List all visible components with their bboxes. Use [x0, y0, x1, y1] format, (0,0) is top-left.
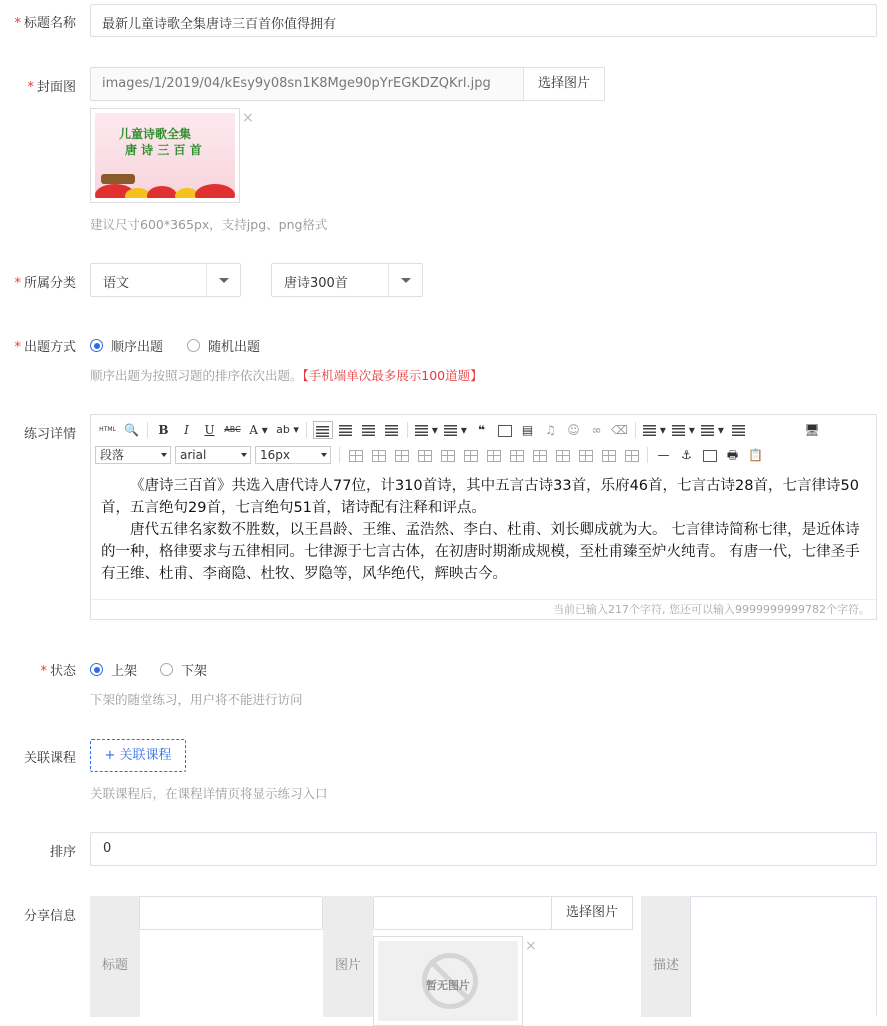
cover-path-input[interactable] — [90, 67, 524, 101]
status-label — [0, 660, 76, 679]
cover-remove-icon[interactable]: × — [242, 110, 254, 126]
background-color-icon[interactable]: ab ▾ — [276, 423, 299, 436]
chevron-down-icon — [241, 453, 247, 457]
required-mark: * — [40, 664, 47, 679]
course-label-text: 关联课程 — [23, 751, 76, 766]
mode-option-label: 随机出题 — [208, 340, 261, 355]
cover-choose-button[interactable]: 选择图片 — [523, 67, 605, 101]
no-image-box — [378, 941, 518, 1021]
required-mark: * — [14, 340, 21, 355]
share-desc-header-text: 描述 — [652, 958, 679, 973]
toolbar-separator — [635, 422, 636, 438]
required-mark: * — [14, 276, 21, 291]
chevron-down-icon — [321, 453, 327, 457]
radio-checked-icon — [90, 339, 103, 352]
chevron-down-icon — [161, 453, 167, 457]
title-label — [0, 12, 76, 31]
align-left-icon[interactable] — [313, 421, 333, 439]
table-op-icon — [530, 446, 550, 464]
category-primary-select[interactable] — [90, 263, 241, 297]
table-op-icon — [484, 446, 504, 464]
preview-icon[interactable]: 🔍 — [124, 423, 139, 437]
share-image-remove-icon[interactable]: × — [525, 938, 537, 954]
rich-text-editor[interactable] — [90, 414, 877, 620]
table-op-icon — [507, 446, 527, 464]
font-family-value: arial — [180, 448, 207, 462]
cover-label — [0, 76, 76, 95]
font-size-value: 16px — [260, 448, 290, 462]
status-option-label: 下架 — [181, 664, 208, 679]
strikethrough-button[interactable]: ABC — [224, 425, 241, 434]
mode-option-sequential[interactable] — [90, 336, 163, 355]
editor-paragraph: 《唐诗三百首》共选入唐代诗人77位，计310首诗，其中五言古诗33首，乐府46首，七言古诗28首，七言律诗50首，五言绝句29首，七言绝句51首，诸诗配有注释和评点。 — [101, 478, 859, 516]
italic-button[interactable]: I — [184, 423, 189, 437]
title-input-value: 最新儿童诗歌全集唐诗三百首你值得拥有 — [102, 17, 337, 32]
chevron-down-icon — [206, 264, 240, 296]
title-input[interactable] — [90, 4, 877, 37]
status-label-text: 状态 — [49, 664, 76, 679]
add-course-button[interactable]: + 关联课程 — [90, 739, 186, 772]
underline-button[interactable]: U — [204, 423, 215, 437]
sort-input[interactable] — [90, 832, 877, 866]
paragraph-spacing-top-icon[interactable]: ▾ — [642, 421, 668, 439]
music-icon[interactable]: ♫ — [545, 423, 556, 437]
anchor-icon[interactable]: ⚓ — [681, 448, 692, 462]
editor-char-counter: 当前已输入217个字符, 您还可以输入9999999999782个字符。 — [91, 599, 876, 619]
template-icon[interactable] — [700, 446, 720, 464]
sort-input-value: 0 — [103, 841, 112, 856]
mode-label-text: 出题方式 — [23, 340, 76, 355]
category-secondary-select[interactable] — [271, 263, 423, 297]
thumb-decor-5 — [195, 184, 235, 198]
table-op-icon — [553, 446, 573, 464]
paragraph-format-select[interactable] — [95, 446, 171, 464]
table-op-icon — [622, 446, 642, 464]
share-choose-image-button[interactable]: 选择图片 — [551, 896, 633, 930]
course-hint: 关联课程后，在课程详情页将显示练习入口 — [90, 786, 328, 801]
thumb-line-1: 儿童诗歌全集 — [119, 127, 192, 141]
paste-icon[interactable]: 📋 — [748, 448, 763, 462]
share-label-text: 分享信息 — [23, 909, 76, 924]
paragraph-format-value: 段落 — [100, 448, 125, 462]
mode-hint — [90, 366, 483, 384]
status-option-off[interactable] — [160, 660, 207, 679]
video-icon[interactable]: ▤ — [521, 423, 534, 437]
share-title-header-text: 标题 — [101, 958, 128, 973]
eraser-icon[interactable]: ⌫ — [611, 423, 628, 437]
toolbar-separator — [647, 447, 648, 463]
detail-label — [0, 423, 76, 442]
emoji-icon[interactable]: ☺ — [567, 423, 580, 437]
toolbar-separator — [407, 422, 408, 438]
cover-label-text: 封面图 — [36, 80, 76, 95]
bold-button[interactable]: B — [158, 423, 169, 437]
mode-hint-red: 【手机端单次最多展示100道题】 — [302, 368, 483, 383]
status-hint: 下架的随堂练习，用户将不能进行访问 — [90, 692, 303, 707]
chevron-down-icon — [388, 264, 422, 296]
course-label — [0, 747, 76, 766]
category-label-text: 所属分类 — [23, 276, 76, 291]
font-family-select[interactable] — [175, 446, 251, 464]
table-op-icon — [392, 446, 412, 464]
print-icon[interactable]: 🖶 — [726, 448, 739, 462]
share-title-header — [90, 896, 140, 1017]
thumb-decor-6 — [101, 174, 135, 184]
share-desc-input[interactable] — [690, 896, 877, 1017]
mode-option-random[interactable] — [187, 336, 260, 355]
editor-toolbar-row-2 — [95, 443, 767, 467]
indent-icon[interactable] — [729, 421, 749, 439]
editor-paragraph: 唐代五律名家数不胜数，以王昌龄、王维、孟浩然、李白、杜甫、刘长卿成就为大。 七言律诗简称七律，是近体诗的一种，格律要求与五律相同。七律源于七言古体，在初唐时期渐成规模，至杜甫臻至炉火纯青。 有唐一代，七律圣手有王维、杜甫、李商隐、杜牧、罗隐等，风华绝代，辉映古今。 — [101, 522, 860, 582]
unordered-list-icon[interactable]: ▾ — [443, 421, 469, 439]
required-mark: * — [27, 80, 34, 95]
toolbar-separator — [339, 447, 340, 463]
mode-hint-text: 顺序出题为按照习题的排序依次出题。 — [90, 368, 303, 383]
status-option-label: 上架 — [111, 664, 138, 679]
mode-label — [0, 336, 76, 355]
sort-label — [0, 841, 76, 860]
align-right-icon[interactable] — [359, 421, 379, 439]
cover-hint: 建议尺寸600*365px，支持jpg、png格式 — [90, 217, 328, 232]
share-desc-header — [641, 896, 691, 1017]
fullscreen-icon[interactable]: 🖥 — [804, 423, 820, 437]
insert-table-icon[interactable] — [346, 446, 366, 464]
cover-thumbnail — [90, 108, 240, 203]
editor-toolbar-row-1 — [95, 418, 824, 442]
editor-content[interactable] — [91, 475, 876, 585]
image-icon[interactable] — [495, 421, 515, 439]
align-justify-icon[interactable] — [382, 421, 402, 439]
horizontal-rule-icon[interactable]: — — [657, 448, 670, 462]
table-op-icon — [415, 446, 435, 464]
font-color-glyph: A — [249, 423, 258, 437]
table-op-icon — [369, 446, 389, 464]
category-secondary-value: 唐诗300首 — [284, 276, 348, 291]
sort-label-text: 排序 — [49, 845, 76, 860]
radio-unchecked-icon — [187, 339, 200, 352]
mode-option-label: 顺序出题 — [111, 340, 164, 355]
thumb-line-2: 唐 诗 三 百 首 — [125, 143, 202, 157]
share-image-placeholder — [373, 936, 523, 1026]
share-label — [0, 905, 76, 924]
category-label — [0, 272, 76, 291]
radio-checked-icon — [90, 663, 103, 676]
table-op-icon — [576, 446, 596, 464]
font-color-button[interactable]: A ▾ — [249, 423, 268, 437]
radio-unchecked-icon — [160, 663, 173, 676]
share-image-header-text: 图片 — [334, 958, 361, 973]
font-size-select[interactable] — [255, 446, 331, 464]
link-icon[interactable]: ∞ — [591, 423, 602, 437]
status-option-on[interactable] — [90, 660, 137, 679]
table-op-icon — [599, 446, 619, 464]
html-source-button[interactable]: HTML — [99, 426, 116, 433]
line-height-icon[interactable]: ▾ — [700, 421, 726, 439]
required-mark: * — [14, 16, 21, 31]
cover-thumbnail-image — [95, 113, 235, 198]
table-op-icon — [461, 446, 481, 464]
toolbar-separator — [147, 422, 148, 438]
share-title-input[interactable] — [139, 896, 323, 930]
detail-label-text: 练习详情 — [23, 427, 76, 442]
thumb-decor-3 — [147, 186, 177, 198]
title-label-text: 标题名称 — [23, 16, 76, 31]
toolbar-separator — [306, 422, 307, 438]
blockquote-icon[interactable]: ❝ — [477, 423, 486, 437]
share-image-path-input[interactable] — [373, 896, 552, 930]
cover-path-value: images/1/2019/04/kEsy9y08sn1K8Mge90pYrEGKDZQKrl.jpg — [102, 76, 491, 91]
align-center-icon[interactable] — [336, 421, 356, 439]
table-op-icon — [438, 446, 458, 464]
category-primary-value: 语文 — [103, 276, 130, 291]
paragraph-spacing-bottom-icon[interactable]: ▾ — [671, 421, 697, 439]
ordered-list-icon[interactable]: ▾ — [414, 421, 440, 439]
no-image-text: 暂无图片 — [426, 979, 470, 992]
share-image-header — [323, 896, 373, 1017]
